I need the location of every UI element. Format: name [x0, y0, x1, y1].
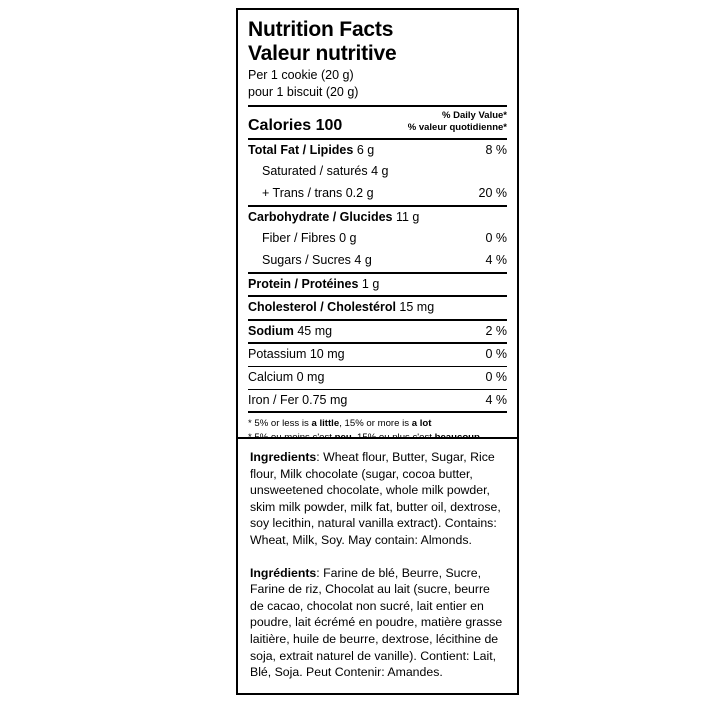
nutrient-label: [248, 210, 425, 226]
nutrient-row: [248, 390, 507, 412]
nutrient-amount: 15 mg: [395, 300, 435, 315]
nutrient-label: [248, 231, 362, 247]
nutrient-daily-value: 0 %: [485, 231, 507, 246]
nutrient-daily-value: 0 %: [485, 370, 507, 385]
nutrient-amount: 11 g: [392, 209, 420, 224]
nutrient-rows: [248, 140, 507, 412]
nutrient-label: [248, 253, 378, 269]
nutrient-daily-value: 0 %: [485, 347, 507, 362]
nutrient-daily-value: 4 %: [485, 252, 507, 267]
nutrient-row: [248, 321, 507, 343]
nutrient-row: [248, 140, 507, 162]
nutrient-amount: Saturated / saturés 4 g: [262, 164, 389, 179]
nutrient-daily-value: 8 %: [485, 142, 507, 157]
nutrient-label: [248, 347, 351, 363]
nutrient-amount: Calcium 0 mg: [248, 370, 325, 385]
nutrition-title-en: Nutrition Facts: [248, 18, 394, 41]
daily-value-header-en: % Daily Value*: [442, 110, 507, 122]
serving-size-fr: pour 1 biscuit (20 g): [248, 84, 359, 99]
footnote-en-part2: , 15% or more is: [339, 418, 412, 430]
ingredients-fr: [250, 565, 505, 681]
nutrient-label: [248, 143, 380, 159]
ingredients-fr-text: : Farine de blé, Beurre, Sucre, Farine de riz, Chocolat au lait (sucre, beurre de cacao, chocolat non sucré, lait entier en poudre, lait écrémé en poudre, matière grasse laitière, huile de beurre, dextrose, lécithine de soja, extrait naturel de vanille). Contient: Lait, Blé, Soja. Peut Contenir: Amandes.: [250, 565, 503, 680]
nutrient-row: [248, 250, 507, 272]
nutrient-amount: Potassium 10 mg: [248, 347, 345, 362]
nutrient-row: [248, 297, 507, 319]
footnote-en-part1: * 5% or less is: [248, 418, 312, 430]
daily-value-header: [408, 110, 507, 135]
nutrient-row: [248, 344, 507, 366]
nutrient-name: Carbohydrate / Glucides: [248, 209, 393, 224]
nutrient-amount: 1 g: [358, 276, 380, 291]
daily-value-header-fr: % valeur quotidienne*: [407, 121, 507, 133]
nutrient-amount: Sugars / Sucres 4 g: [262, 252, 372, 267]
ingredients-panel: [236, 437, 519, 695]
nutrient-label: [248, 164, 394, 180]
footnote-en: [248, 417, 507, 431]
serving-size-en: Per 1 cookie (20 g): [248, 68, 354, 83]
nutrient-row: [248, 207, 507, 229]
nutrient-label: [248, 186, 380, 202]
nutrient-row: [248, 367, 507, 389]
nutrition-facts-panel: [236, 8, 519, 453]
ingredients-en-heading: Ingredients: [250, 450, 317, 464]
nutrient-name: Total Fat / Lipides: [248, 142, 354, 157]
nutrient-label: [248, 393, 353, 409]
nutrient-amount: Iron / Fer 0.75 mg: [248, 392, 348, 407]
nutrient-amount: 6 g: [353, 142, 375, 157]
nutrient-daily-value: 4 %: [485, 392, 507, 407]
nutrient-row: [248, 228, 507, 250]
nutrition-title-fr: Valeur nutritive: [248, 41, 397, 65]
nutrient-label: [248, 370, 330, 386]
nutrient-name: Protein / Protéines: [248, 276, 359, 291]
ingredients-en-text: : Wheat flour, Butter, Sugar, Rice flour, Milk chocolate (sugar, cocoa butter, unsweetened chocolate, whole milk powder, skim milk powder, milk fat, butter oil, dextrose, soy lecithin, natural vanilla extract). Contains: Wheat, Milk, Soy. May contain: Almonds.: [250, 450, 501, 547]
nutrient-amount: 45 mg: [293, 323, 333, 338]
nutrient-label: [248, 300, 440, 316]
calories-row: [248, 107, 507, 138]
nutrient-amount: Fiber / Fibres 0 g: [262, 231, 357, 246]
footnote-en-bold2: a lot: [411, 418, 432, 430]
footnote-en-bold1: a little: [311, 418, 340, 430]
ingredients-fr-heading: Ingrédients: [250, 565, 317, 580]
nutrient-daily-value: 2 %: [485, 323, 507, 338]
nutrient-row: [248, 161, 507, 183]
nutrient-name: Cholesterol / Cholestérol: [248, 300, 396, 315]
nutrient-label: [248, 277, 385, 293]
nutrient-daily-value: 20 %: [478, 186, 507, 201]
nutrient-row: [248, 274, 507, 296]
ingredients-en: [250, 449, 505, 549]
nutrient-label: [248, 324, 338, 340]
nutrient-row: [248, 183, 507, 205]
calories-label: Calories 100: [248, 116, 343, 134]
nutrient-name: Sodium: [248, 323, 294, 338]
nutrient-amount: + Trans / trans 0.2 g: [262, 186, 374, 201]
